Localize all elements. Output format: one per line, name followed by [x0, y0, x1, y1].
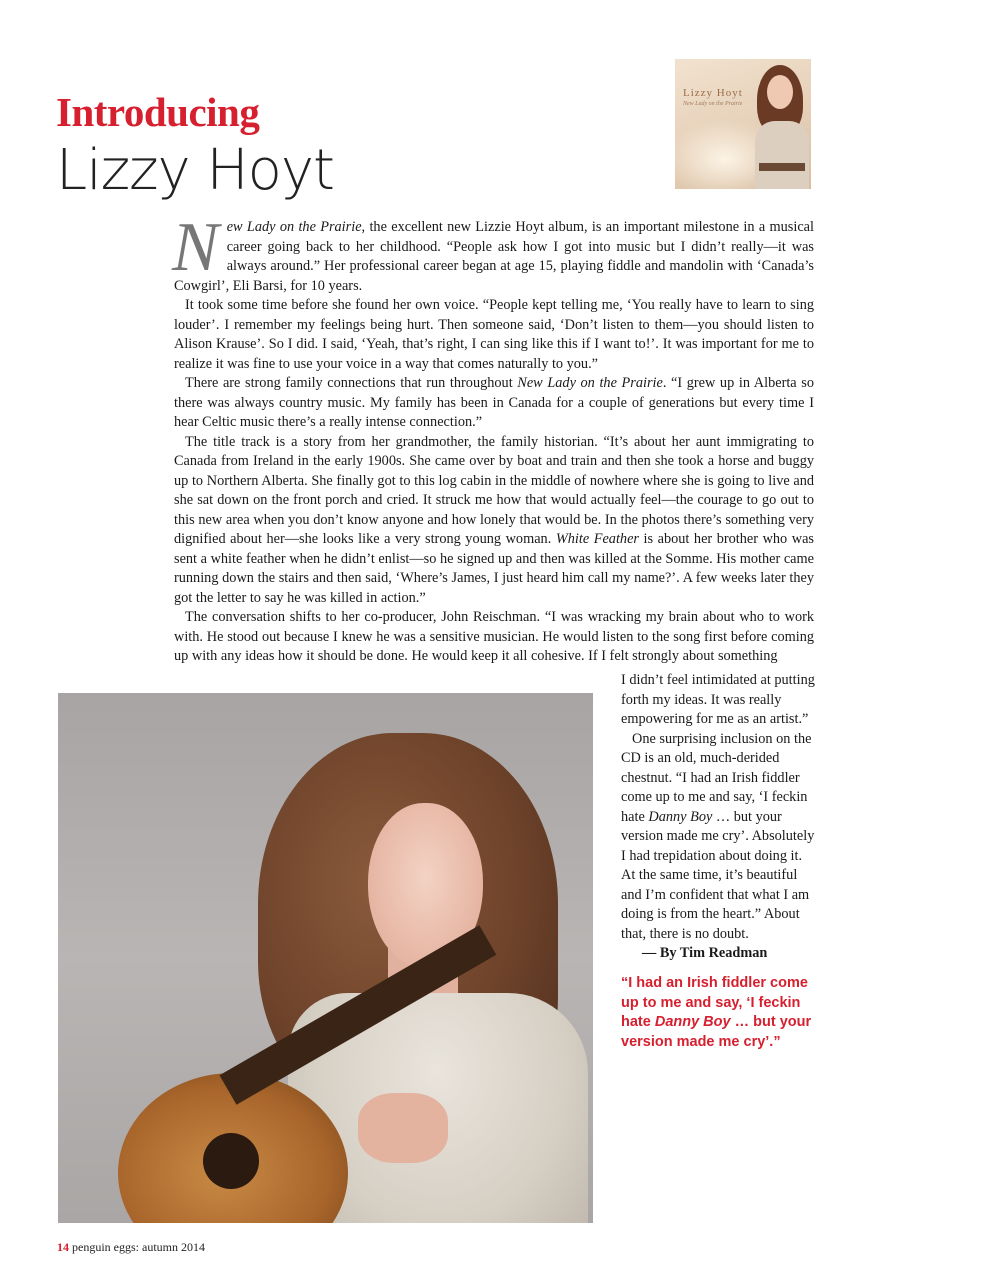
album-cover-belt	[759, 163, 805, 171]
paragraph-4-text-b: is about her brother who was sent a white feather when he didn’t enlist—so he signed up and then was killed at the Somme. His mother came running down the stairs and then said, ‘Where’s James, I just heard him call my name?’. A few weeks later they got the letter to say he was killed in action.”	[174, 531, 814, 606]
page-footer	[57, 1240, 205, 1255]
album-cover-image	[675, 59, 811, 189]
paragraph-3	[174, 374, 814, 433]
paragraph-6-text-b: … but your version made me cry’. Absolutely I had trepidation about doing it. At the same time, it’s beautiful and I’m confident that what I am doing is from the heart.” About that, there is no doubt.	[621, 808, 815, 942]
album-cover-artist: Lizzy Hoyt	[683, 87, 743, 99]
album-title-italic: ew Lady on the Prairie	[226, 219, 362, 235]
paragraph-6	[621, 730, 815, 945]
album-cover-title: New Lady on the Prairie	[683, 101, 743, 107]
paragraph-4-italic: White Feather	[555, 531, 639, 547]
artist-photo	[58, 693, 593, 1223]
paragraph-4-text-a: The title track is a story from her grandmother, the family historian. “It’s about her aunt immigrating to Canada from Ireland in the early 1900s. She came over by boat and train and then she took a horse and buggy up to Northern Alberta. She finally got to this log cabin in the middle of nowhere where she is going to live and she sat down on the front porch and cried. It struck me how that would actually feel—the courage to go out to this new area when you don’t know anyone and how lonely that would be. In the photos there’s something very dignified about her—she looks like a very strong young woman.	[174, 433, 814, 547]
paragraph-6-text-a: One surprising inclusion on the CD is an old, much-derided chestnut. “I had an Irish fiddler come up to me and say, ‘I feckin hate	[621, 730, 812, 825]
article-body-continued	[621, 671, 815, 964]
paragraph-4	[174, 433, 814, 609]
pull-quote-text-a: “I had an Irish fiddler come up to me and say, ‘I feckin hate	[621, 975, 808, 1030]
paragraph-2: It took some time before she found her own voice. “People kept telling me, ‘You really have to learn to sing louder’. I remember my feelings being hurt. Then someone said, ‘Don’t listen to them—you should listen to Alison Krause’. So I did. I said, ‘Yeah, that’s right, I can sing like this if I want to!’. It was important for me to realize it was fine to use your voice in a way that comes naturally to you.”	[174, 297, 814, 372]
page-number: 14	[57, 1240, 69, 1254]
drop-cap: N	[172, 209, 219, 286]
paragraph-1	[172, 209, 814, 296]
photo-hand	[358, 1093, 448, 1163]
paragraph-5: The conversation shifts to her co-producer, John Reischman. “I was wracking my brain about who to work with. He stood out because I knew he was a sensitive musician. He would listen to the song first before coming up with any ideas how it should be done. He would keep it all cohesive. If I felt strongly about something	[174, 609, 814, 664]
byline: — By Tim Readman	[642, 945, 768, 961]
paragraph-5-continued: I didn’t feel intimidated at putting forth my ideas. It was really empowering for me as an artist.”	[621, 672, 815, 727]
paragraph-3-text-a: There are strong family connections that run throughout	[185, 375, 518, 391]
kicker-introducing: Introducing	[56, 89, 260, 135]
pull-quote-italic: Danny Boy	[654, 1014, 731, 1030]
paragraph-3-text-b: . “I grew up in Alberta so there was always country music. My family has been in Canada for a couple of generations but every time I hear Celtic music there’s a really intense connection.”	[174, 375, 814, 430]
pull-quote	[621, 974, 821, 1052]
album-cover-face	[767, 75, 793, 109]
paragraph-3-italic: New Lady on the Prairie	[517, 375, 663, 391]
paragraph-6-italic: Danny Boy	[648, 808, 713, 825]
pull-quote-text-b: … but your version made me cry’.”	[621, 1014, 812, 1050]
article-body	[172, 209, 814, 667]
paragraph-1-text: , the excellent new Lizzie Hoyt album, is an important milestone in a musical career going back to her childhood. “People ask how I got into music but I didn’t really—it was always around.” Her professional career began at age 15, playing fiddle and mandolin with ‘Canada’s Cowgirl’, Eli Barsi, for 10 years.	[174, 219, 814, 294]
article-headline: Lizzy Hoyt	[56, 138, 334, 203]
photo-guitar-soundhole	[203, 1133, 259, 1189]
album-cover-dress	[755, 121, 809, 189]
publication-issue: penguin eggs: autumn 2014	[69, 1240, 205, 1254]
